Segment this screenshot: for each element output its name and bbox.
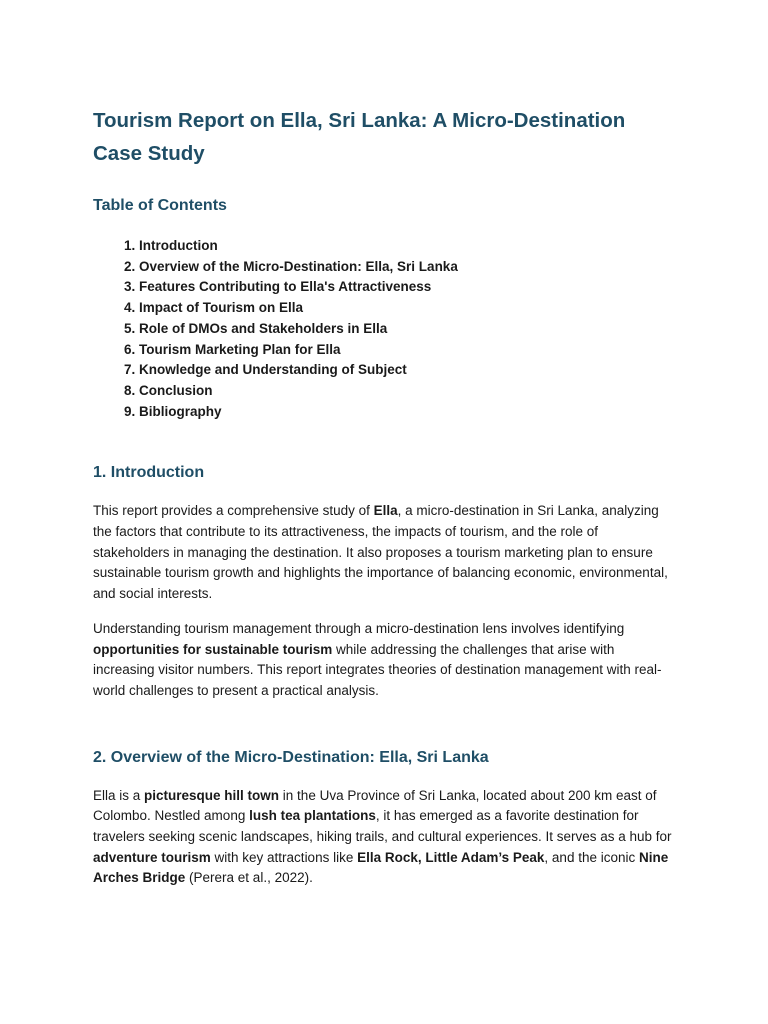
intro-paragraph-2: Understanding tourism management through a micro-destination lens involves identifying opportunities for sustainable tourism while addressing the challenges that arise with increasing visitor numbers. This report integrates theories of destination management with real-world challenges to present a practical analysis.	[93, 620, 662, 698]
toc-item: 9. Bibliography	[139, 402, 678, 423]
intro-paragraph-1: This report provides a comprehensive study of Ella, a micro-destination in Sri Lanka, analyzing the factors that contribute to its attractiveness, the impacts of tourism, and the role of stakeholders in managing the destination. It also proposes a tourism marketing plan to ensure sustainable tourism growth and highlights the importance of balancing economic, environmental, and social interests.	[93, 503, 668, 602]
section-heading-introduction: 1. Introduction	[93, 464, 205, 482]
document-title: Tourism Report on Ella, Sri Lanka: A Micro-Destination Case Study	[93, 109, 626, 165]
toc-item: 2. Overview of the Micro-Destination: Ella, Sri Lanka	[139, 257, 678, 278]
toc-item: 3. Features Contributing to Ella's Attractiveness	[139, 277, 678, 298]
toc-item: 1. Introduction	[139, 236, 678, 257]
table-of-contents	[93, 236, 678, 422]
toc-heading: Table of Contents	[93, 197, 227, 214]
toc-item: 5. Role of DMOs and Stakeholders in Ella	[139, 319, 678, 340]
toc-item: 8. Conclusion	[139, 381, 678, 402]
toc-item: 7. Knowledge and Understanding of Subject	[139, 360, 678, 381]
overview-paragraph-1: Ella is a picturesque hill town in the Uva Province of Sri Lanka, located about 200 km east of Colombo. Nestled among lush tea plantations, it has emerged as a favorite destination for travelers seeking scenic landscapes, hiking trails, and cultural experiences. It serves as a hub for adventure tourism with key attractions like Ella Rock, Little Adam’s Peak, and the iconic Nine Arches Bridge (Perera et al., 2022).	[93, 787, 672, 886]
toc-item: 4. Impact of Tourism on Ella	[139, 298, 678, 319]
section-heading-overview: 2. Overview of the Micro-Destination: Ella, Sri Lanka	[93, 748, 489, 766]
toc-item: 6. Tourism Marketing Plan for Ella	[139, 340, 678, 361]
